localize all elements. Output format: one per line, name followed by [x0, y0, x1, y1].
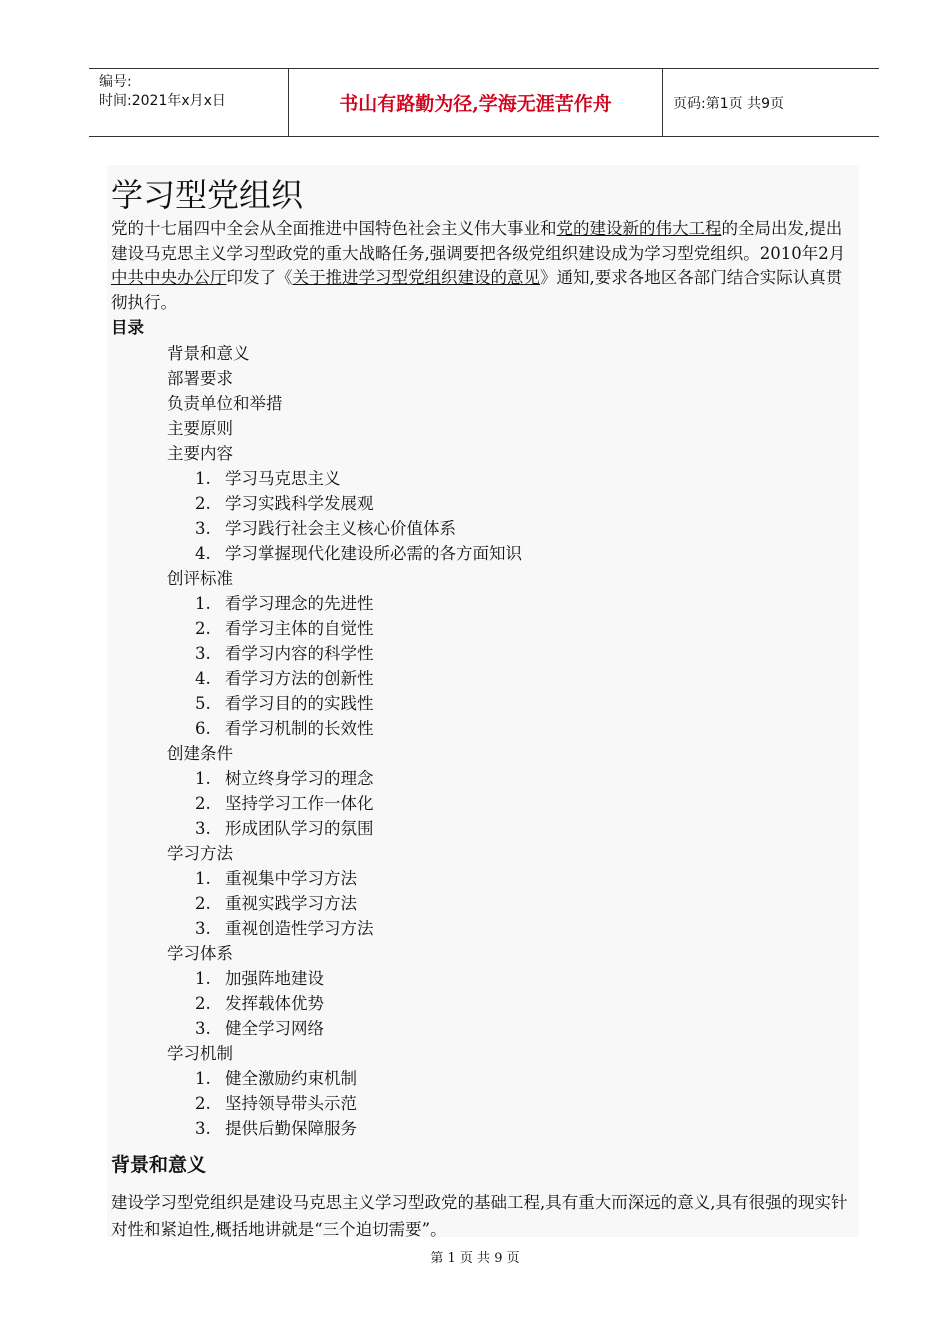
- toc-subitem-label: 树立终身学习的理念: [225, 769, 374, 788]
- time-label: 时间:2021年x月x日: [99, 93, 226, 109]
- toc-sublist: [167, 766, 855, 841]
- section-heading-background: 背景和意义: [111, 1154, 207, 1176]
- toc-subitem-number: 3.: [195, 819, 211, 838]
- page-header: [89, 68, 879, 137]
- code-label: 编号:: [99, 74, 132, 90]
- toc-subitem-number: 3.: [195, 519, 211, 538]
- toc-item-label: 学习体系: [167, 944, 233, 963]
- toc-subitem-label: 学习实践科学发展观: [225, 494, 374, 513]
- toc-subitem-label: 重视创造性学习方法: [225, 919, 374, 938]
- toc-subitem[interactable]: [195, 866, 855, 891]
- toc-item-label: 学习方法: [167, 844, 233, 863]
- toc-subitem[interactable]: [195, 616, 855, 641]
- toc-subitem[interactable]: [195, 991, 855, 1016]
- toc-subitem-number: 1.: [195, 469, 211, 488]
- intro-text-4: 》通知,要求各地区各部门结合实际认真贯彻执行。: [111, 268, 843, 312]
- header-motto: 书山有路勤为径,学海无涯苦作舟: [289, 69, 663, 136]
- intro-paragraph: [111, 217, 855, 315]
- toc-item-label: 部署要求: [167, 369, 233, 388]
- toc-subitem-number: 1.: [195, 594, 211, 613]
- toc-item-label: 主要内容: [167, 444, 233, 463]
- toc-subitem-label: 加强阵地建设: [225, 969, 324, 988]
- toc-subitem-number: 2.: [195, 994, 211, 1013]
- toc-subitem-label: 看学习目的的实践性: [225, 694, 374, 713]
- toc-subitem-number: 1.: [195, 869, 211, 888]
- toc-subitem-label: 健全学习网络: [225, 1019, 324, 1038]
- toc-subitem-label: 看学习内容的科学性: [225, 644, 374, 663]
- page-footer: 第 1 页 共 9 页: [430, 1251, 520, 1266]
- toc-subitem[interactable]: [195, 1091, 855, 1116]
- toc-subitem[interactable]: [195, 791, 855, 816]
- toc-item[interactable]: [167, 941, 855, 1041]
- link-general-office[interactable]: 中共中央办公厅: [111, 268, 227, 287]
- toc-subitem-label: 提供后勤保障服务: [225, 1119, 357, 1138]
- toc-item-label: 学习机制: [167, 1044, 233, 1063]
- toc-subitem-label: 形成团队学习的氛围: [225, 819, 374, 838]
- toc-subitem-number: 2.: [195, 794, 211, 813]
- toc-subitem[interactable]: [195, 591, 855, 616]
- toc-subitem-number: 2.: [195, 494, 211, 513]
- section-paragraph: 建设学习型党组织是建设马克思主义学习型政党的基础工程,具有重大而深远的意义,具有很强的现实针对性和紧迫性,概括地讲就是“三个迫切需要”。: [111, 1193, 848, 1239]
- toc-subitem[interactable]: [195, 691, 855, 716]
- toc-item[interactable]: [167, 416, 855, 441]
- toc-subitem-label: 坚持学习工作一体化: [225, 794, 374, 813]
- table-of-contents: [111, 341, 855, 1141]
- toc-subitem-label: 坚持领导带头示范: [225, 1094, 357, 1113]
- toc-subitem-number: 2.: [195, 1094, 211, 1113]
- toc-subitem-number: 3.: [195, 644, 211, 663]
- toc-subitem[interactable]: [195, 491, 855, 516]
- intro-text-1: 党的十七届四中全会从全面推进中国特色社会主义伟大事业和: [111, 219, 557, 238]
- toc-subitem-label: 重视集中学习方法: [225, 869, 357, 888]
- toc-item[interactable]: [167, 341, 855, 366]
- toc-subitem-number: 4.: [195, 544, 211, 563]
- link-opinion-document[interactable]: 关于推进学习型党组织建设的意见: [292, 268, 540, 287]
- toc-subitem-number: 4.: [195, 669, 211, 688]
- toc-sublist: [167, 966, 855, 1041]
- toc-subitem-label: 学习践行社会主义核心价值体系: [225, 519, 456, 538]
- toc-subitem-label: 学习掌握现代化建设所必需的各方面知识: [225, 544, 522, 563]
- toc-item[interactable]: [167, 441, 855, 566]
- toc-subitem-label: 学习马克思主义: [225, 469, 341, 488]
- toc-subitem[interactable]: [195, 666, 855, 691]
- toc-subitem-label: 健全激励约束机制: [225, 1069, 357, 1088]
- toc-sublist: [167, 1066, 855, 1141]
- intro-text-2: 的全局出发,提出建设马克思主义学习型政党的重大战略任务,强调要把各级党组织建设成为学习型党组织。2010年2月: [111, 219, 846, 263]
- toc-subitem[interactable]: [195, 641, 855, 666]
- toc-subitem-label: 看学习主体的自觉性: [225, 619, 374, 638]
- page-title: 学习型党组织: [111, 176, 304, 214]
- toc-subitem-number: 1.: [195, 1069, 211, 1088]
- toc-item-label: 创评标准: [167, 569, 233, 588]
- toc-subitem-label: 看学习机制的长效性: [225, 719, 374, 738]
- toc-item-label: 创建条件: [167, 744, 233, 763]
- toc-item-label: 负责单位和举措: [167, 394, 283, 413]
- toc-subitem[interactable]: [195, 816, 855, 841]
- toc-subitem-number: 2.: [195, 894, 211, 913]
- toc-item[interactable]: [167, 391, 855, 416]
- toc-subitem[interactable]: [195, 516, 855, 541]
- toc-sublist: [167, 466, 855, 566]
- toc-sublist: [167, 866, 855, 941]
- toc-subitem-number: 1.: [195, 769, 211, 788]
- toc-subitem-number: 2.: [195, 619, 211, 638]
- toc-item[interactable]: [167, 566, 855, 741]
- toc-subitem-label: 看学习理念的先进性: [225, 594, 374, 613]
- toc-subitem[interactable]: [195, 891, 855, 916]
- toc-sublist: [167, 591, 855, 741]
- toc-subitem-label: 看学习方法的创新性: [225, 669, 374, 688]
- toc-subitem-number: 6.: [195, 719, 211, 738]
- toc-item[interactable]: [167, 1041, 855, 1141]
- toc-subitem-label: 重视实践学习方法: [225, 894, 357, 913]
- header-page-label: 页码:第1页 共9页: [673, 95, 784, 112]
- intro-text-3: 印发了《: [226, 268, 293, 287]
- toc-subitem[interactable]: [195, 541, 855, 566]
- toc-subitem[interactable]: [195, 1116, 855, 1141]
- toc-subitem[interactable]: [195, 466, 855, 491]
- toc-subitem[interactable]: [195, 1016, 855, 1041]
- toc-item-label: 主要原则: [167, 419, 233, 438]
- toc-subitem-number: 3.: [195, 919, 211, 938]
- toc-item-label: 背景和意义: [167, 344, 250, 363]
- toc-subitem[interactable]: [195, 766, 855, 791]
- toc-subitem-number: 3.: [195, 1019, 211, 1038]
- toc-subitem[interactable]: [195, 1066, 855, 1091]
- toc-subitem[interactable]: [195, 966, 855, 991]
- toc-subitem[interactable]: [195, 716, 855, 741]
- toc-item[interactable]: [167, 841, 855, 941]
- link-party-building[interactable]: 党的建设新的伟大工程: [556, 219, 722, 238]
- toc-subitem-number: 5.: [195, 694, 211, 713]
- toc-heading: 目录: [111, 318, 144, 337]
- toc-subitem-number: 3.: [195, 1119, 211, 1138]
- toc-subitem-label: 发挥载体优势: [225, 994, 324, 1013]
- header-meta: [89, 69, 289, 136]
- toc-subitem[interactable]: [195, 916, 855, 941]
- toc-item[interactable]: [167, 741, 855, 841]
- toc-subitem-number: 1.: [195, 969, 211, 988]
- toc-item[interactable]: [167, 366, 855, 391]
- document-body: [107, 165, 859, 1237]
